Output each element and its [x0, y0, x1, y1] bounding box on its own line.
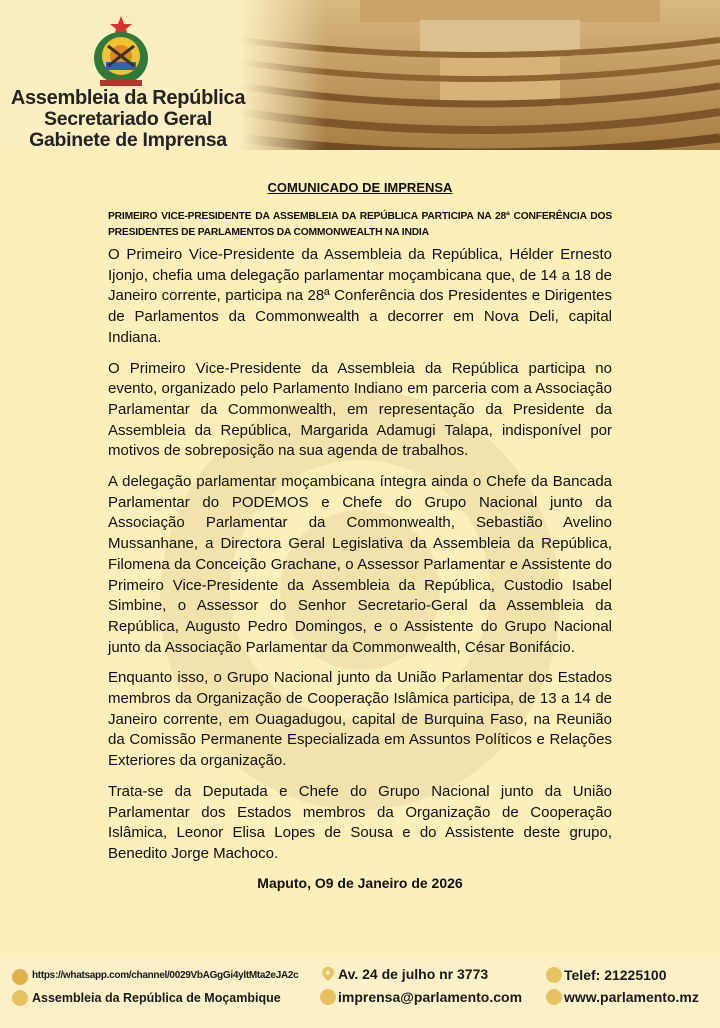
whatsapp-icon: [12, 969, 28, 985]
whatsapp-link[interactable]: https://whatsapp.com/channel/0029VbAGgGi4yltMta2eJA2c: [32, 970, 299, 981]
web-icon: [546, 989, 562, 1005]
location-icon: [320, 966, 336, 982]
address: Av. 24 de julho nr 3773: [338, 966, 489, 982]
place-and-date: Maputo, O9 de Janeiro de 2026: [257, 874, 463, 891]
emblem-icon: [88, 14, 154, 88]
org-line-1: Assembleia da República: [10, 87, 246, 109]
phone-number: Telef: 21225100: [564, 967, 667, 983]
document-subtitle: PRIMEIRO VICE-PRESIDENTE DA ASSEMBLEIA DA REPÚBLICA PARTICIPA NA 28ª CONFERÊNCIA DOS PRESIDENTES DE PARLAMENTOS DA COMMONWEALTH NA INDIA: [108, 211, 612, 238]
press-release: [108, 180, 612, 891]
facebook-icon: [12, 990, 28, 1006]
phone-icon: [546, 967, 562, 983]
website-link[interactable]: www.parlamento.mz: [564, 989, 699, 1005]
footer: [0, 958, 720, 1028]
org-line-3: Gabinete de Imprensa: [29, 129, 227, 150]
email-link[interactable]: imprensa@parlamento.com: [338, 989, 523, 1005]
paragraph-4: Enquanto isso, o Grupo Nacional junto da União Parlamentar dos Estados membros da Organização de Cooperação Islâmica participa, de 13 a 14 de Janeiro corrente, em Ouagadugou, capital de Burquina Faso, na Reunião da Comissão Permanente Especializada em Assuntos Políticos e Relações Exteriores da organização.: [108, 669, 612, 770]
letterhead: [0, 0, 720, 150]
org-line-2: Secretariado Geral: [43, 108, 213, 130]
paragraph-5: Trata-se da Deputada e Chefe do Grupo Nacional junto da União Parlamentar dos Estados membros da Organização de Cooperação Islâmica, Leonor Elisa Lopes de Sousa e do Assistente deste grupo, Benedito Jorge Machoco.: [108, 782, 612, 862]
paragraph-1: O Primeiro Vice-Presidente da Assembleia da República, Hélder Ernesto Ijonjo, chefia uma delegação parlamentar moçambicana que, de 14 a 18 de Janeiro corrente, participa na 28ª Conferência dos Presidentes e Dirigentes de Parlamentos da Commonwealth a decorrer em Nova Deli, capital Indiana.: [108, 246, 612, 346]
facebook-page[interactable]: Assembleia da República de Moçambique: [32, 991, 281, 1005]
at-icon: [320, 989, 336, 1005]
organization-name: [8, 88, 248, 150]
paragraph-3: A delegação parlamentar moçambicana íntegra ainda o Chefe da Bancada Parlamentar do PODEMOS e Chefe do Grupo Nacional junto da Associação Parlamentar da Commonwealth, Sebastião Avelino Mussanhane, a Directora Geral Legislativa da Assembleia da República, Filomena da Conceição Grachane, o Assessor Parlamentar e Assistente do Primeiro Vice-Presidente da Assembleia da República, Custodio Isabel Simbine, o Assessor do Senhor Secretario-Geral da Assembleia da República, Augusto Pedro Domingos, e o Assistente do Grupo Nacional junto da Associação Parlamentar da Commonwealth, César Bonifácio.: [108, 473, 612, 656]
document-title: COMUNICADO DE IMPRENSA: [267, 180, 453, 195]
parliament-hall-image: [240, 0, 720, 150]
paragraph-2: O Primeiro Vice-Presidente da Assembleia da República participa no evento, organizado pelo Parlamento Indiano em parceria com a Associação Parlamentar da Commonwealth, em representação da Presidente da Assembleia da República, Margarida Adamugi Talapa, indisponível por motivos de sobreposição na sua agenda de trabalhos.: [108, 359, 612, 460]
